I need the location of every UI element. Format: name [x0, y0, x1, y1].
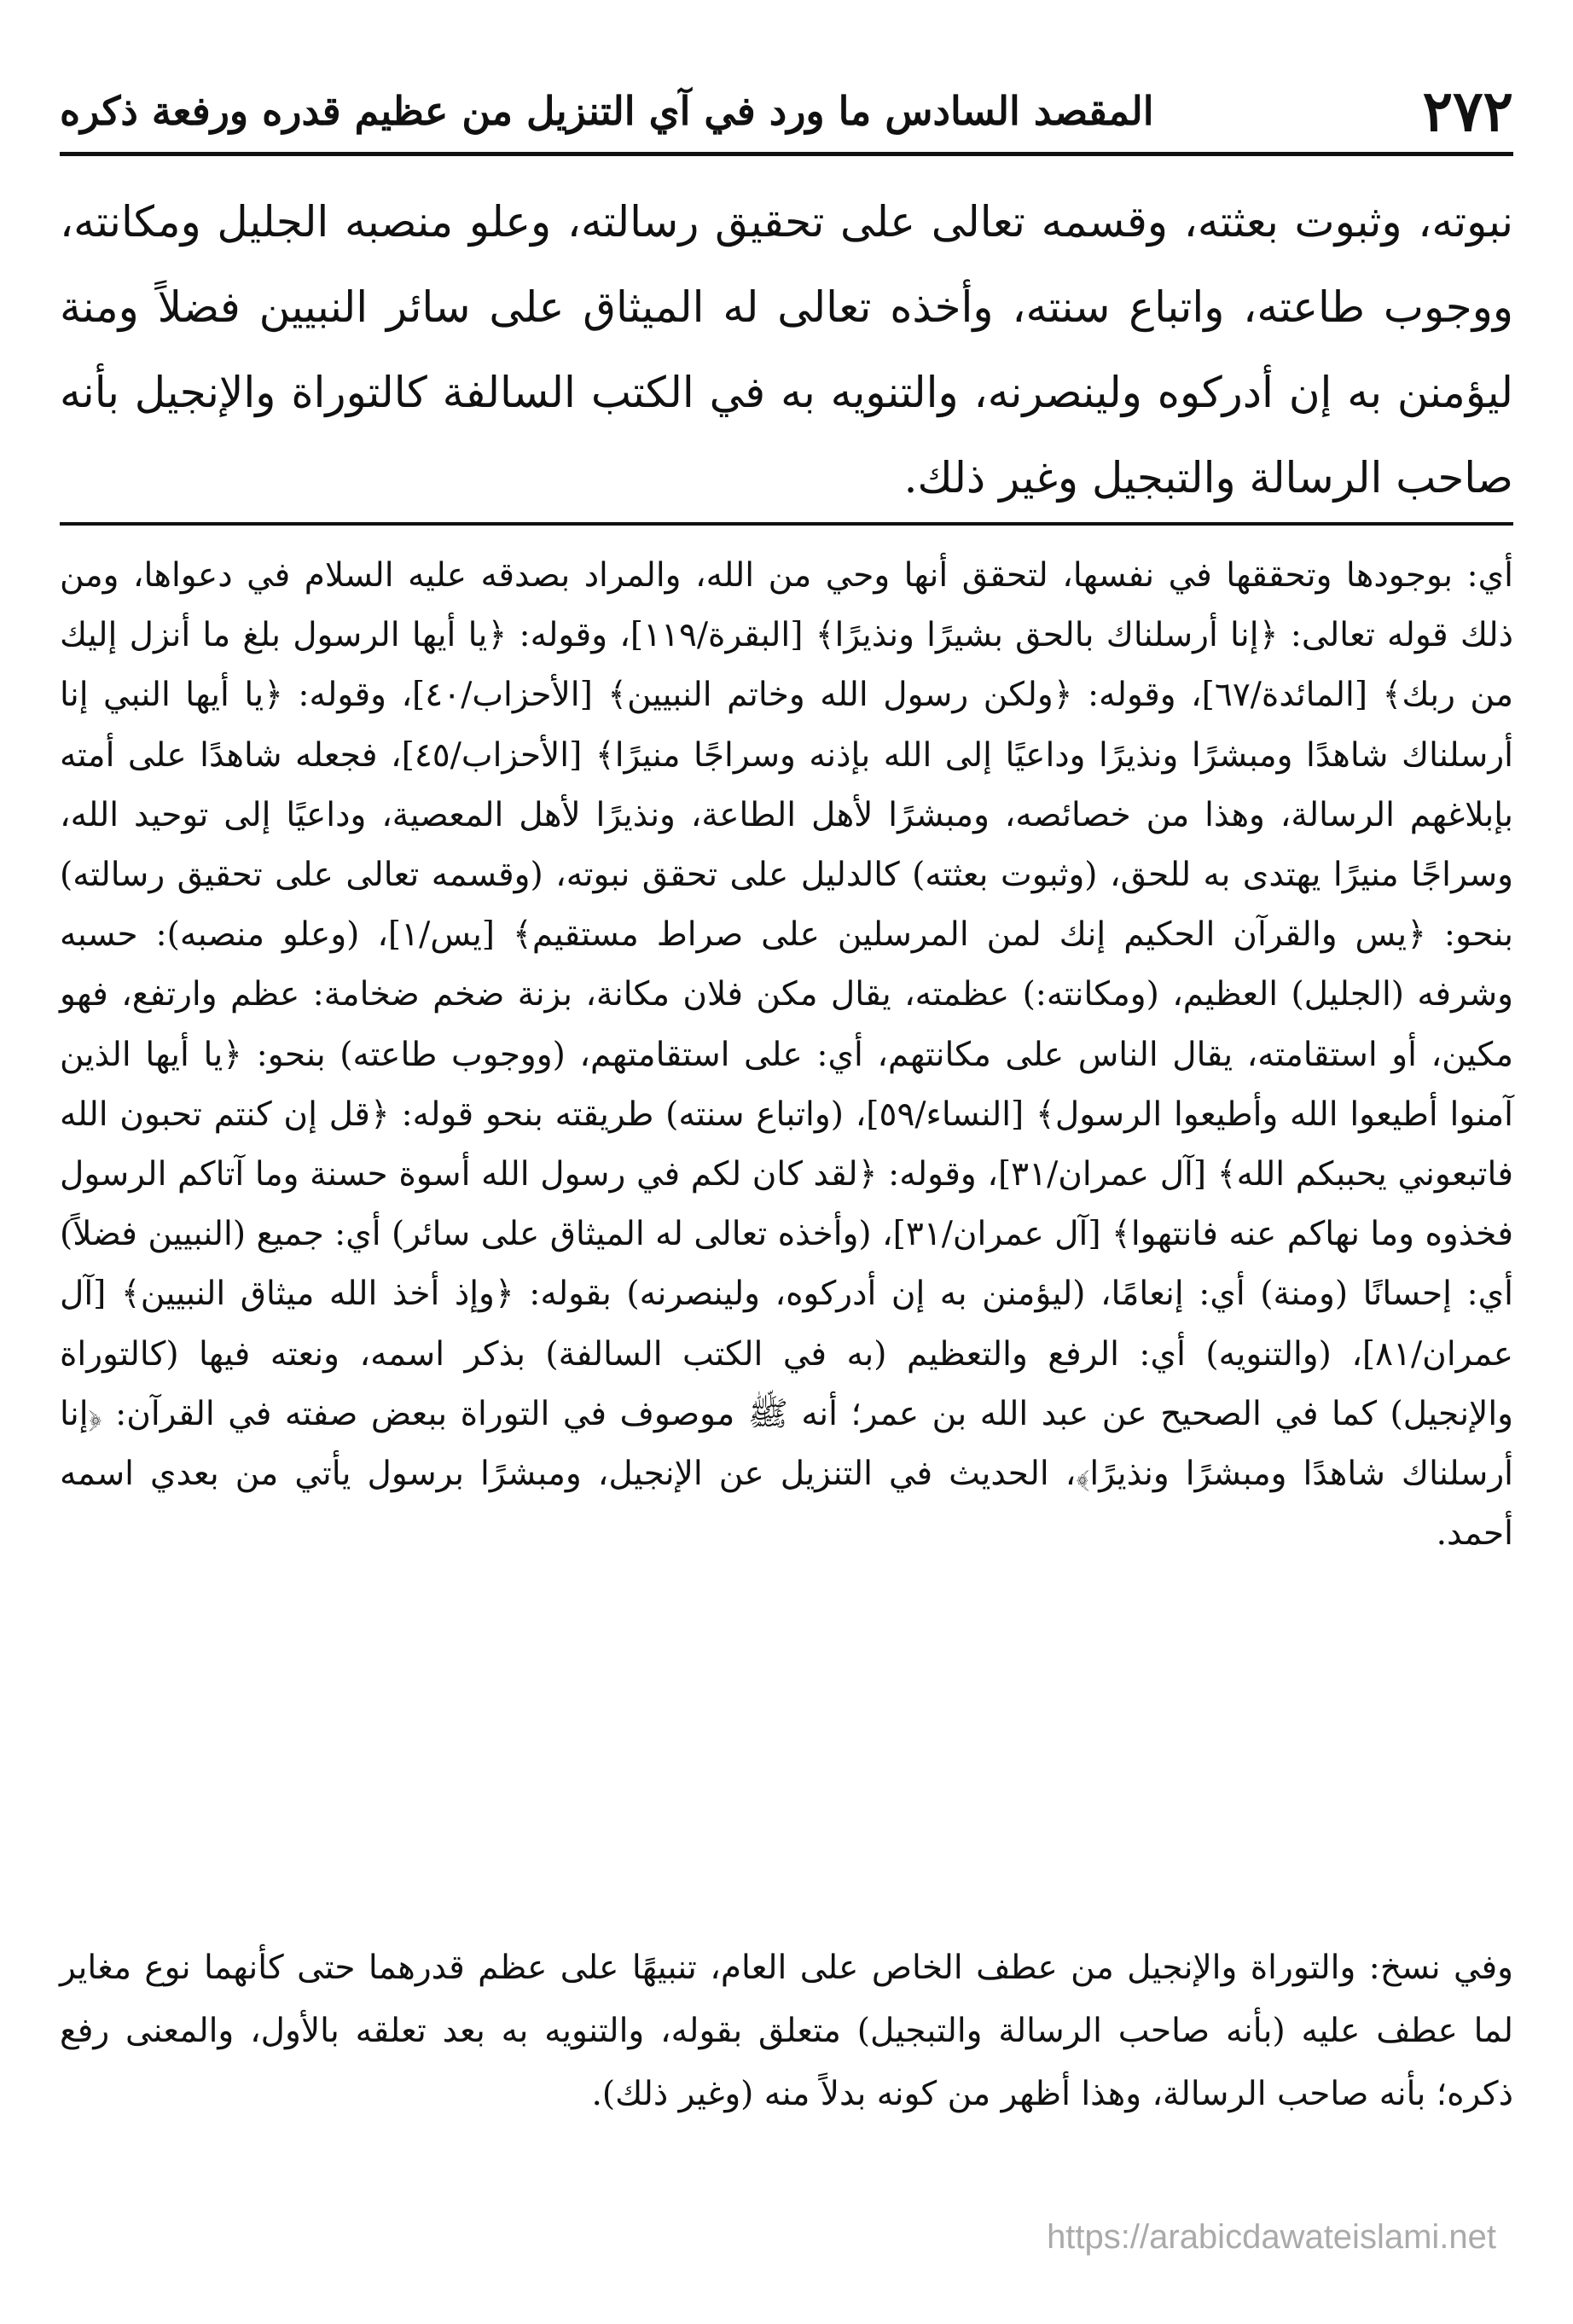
footnote-divider [60, 522, 1513, 526]
variant-note: وفي نسخ: والتوراة والإنجيل من عطف الخاص على العام، تنبيهًا على عظم قدرهما حتى كأنهما نوع مغاير لما عطف عليه (بأنه صاحب الرسالة والتبجيل) متعلق بقوله، والتنويه به بعد تعلقه بالأول، والمعنى رفع ذكره؛ بأنه صاحب الرسالة، وهذا أظهر من كونه بدلاً منه (وغير ذلك). [60, 1949, 1513, 2113]
running-title: المقصد السادس ما ورد في آي التنزيل من عظيم قدره ورفعة ذكره [60, 88, 1154, 134]
main-text: نبوته، وثبوت بعثته، وقسمه تعالى على تحقيق رسالته، وعلو منصبه الجليل ومكانته، ووجوب طاعته، واتباع سنته، وأخذه تعالى له الميثاق على سائر النبيين فضلاً ومنة ليؤمنن به إن أدركوه ولينصرنه، والتنويه به في الكتب السالفة كالتوراة والإنجيل بأنه صاحب الرسالة والتبجيل وغير ذلك. [60, 197, 1513, 503]
book-page [60, 0, 1513, 2324]
commentary-text: أي: بوجودها وتحققها في نفسها، لتحقق أنها وحي من الله، والمراد بصدقه عليه السلام في دعواها، ومن ذلك قوله تعالى: ﴿إنا أرسلناك بالحق بشيرًا ونذيرًا﴾ [البقرة/١١٩]، وقوله: ﴿يا أيها الرسول بلغ ما أنزل إليك من ربك﴾ [المائدة/٦٧]، وقوله: ﴿ولكن رسول الله وخاتم النبيين﴾ [الأحزاب/٤٠]، وقوله: ﴿يا أيها النبي إنا أرسلناك شاهدًا ومبشرًا ونذيرًا وداعيًا إلى الله بإذنه وسراجًا منيرًا﴾ [الأحزاب/٤٥]، فجعله شاهدًا على أمته بإبلاغهم الرسالة، وهذا من خصائصه، ومبشرًا لأهل الطاعة، ونذيرًا لأهل المعصية، وداعيًا إلى توحيد الله، وسراجًا منيرًا يهتدى به للحق، (وثبوت بعثته) كالدليل على تحقق نبوته، (وقسمه تعالى على تحقيق رسالته) بنحو: ﴿يس والقرآن الحكيم إنك لمن المرسلين على صراط مستقيم﴾ [يس/١]، (وعلو منصبه): حسبه وشرفه (الجليل) العظيم، (ومكانته:) عظمته، يقال مكن فلان مكانة، بزنة ضخم ضخامة: عظم وارتفع، فهو مكين، أو استقامته، يقال الناس على مكانتهم، أي: على استقامتهم، (ووجوب طاعته) بنحو: ﴿يا أيها الذين آمنوا أطيعوا الله وأطيعوا الرسول﴾ [النساء/٥٩]، (واتباع سنته) طريقته بنحو قوله: ﴿قل إن كنتم تحبون الله فاتبعوني يحببكم الله﴾ [آل عمران/٣١]، وقوله: ﴿لقد كان لكم في رسول الله أسوة حسنة وما آتاكم الرسول فخذوه وما نهاكم عنه فانتهوا﴾ [آل عمران/٣١]، (وأخذه تعالى له الميثاق على سائر) أي: جميع (النبيين فضلاً) أي: إحسانًا (ومنة) أي: إنعامًا، (ليؤمنن به إن أدركوه، ولينصرنه) بقوله: ﴿وإذ أخذ الله ميثاق النبيين﴾ [آل عمران/٨١]، (والتنويه) أي: الرفع والتعظيم (به في الكتب السالفة) بذكر اسمه، ونعته فيها (كالتوراة والإنجيل) كما في الصحيح عن عبد الله بن عمر؛ أنه ﷺ موصوف في التوراة ببعض صفته في القرآن: ﴿إنا أرسلناك شاهدًا ومبشرًا ونذيرًا﴾، الحديث في التنزيل عن الإنجيل، ومبشرًا برسول يأتي من بعدي اسمه أحمد. [60, 556, 1514, 1554]
page-header [60, 70, 1513, 156]
watermark: https://arabicdawateislami.net [1047, 2218, 1496, 2256]
page-number: ٢٧٢ [1422, 78, 1513, 144]
